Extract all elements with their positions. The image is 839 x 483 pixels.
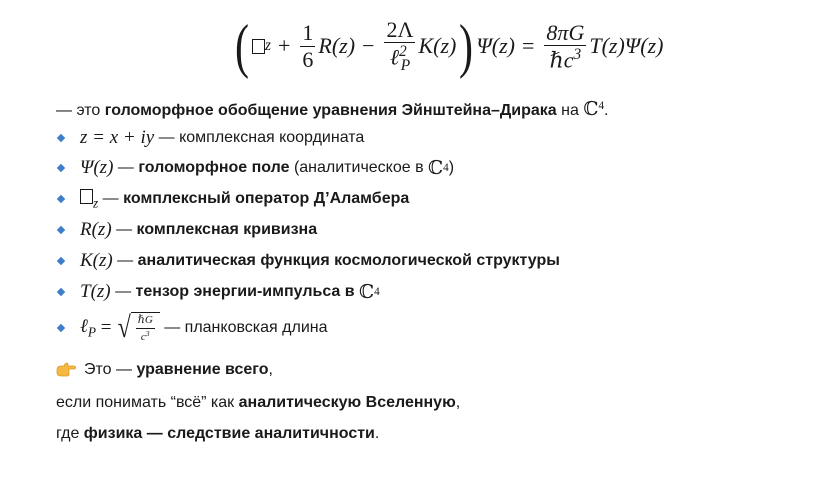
box-subscript: z: [264, 37, 271, 54]
curvature-term: R(z): [318, 33, 356, 58]
intro-line: — это голоморфное обобщение уравнения Эйнштейна–Дирака на ℂ$^4$.: [56, 99, 609, 121]
psi-term: Ψ(z): [476, 33, 515, 58]
bullet-diamond-icon: [57, 164, 65, 172]
list-item: K(z) — аналитическая функция космологической структуры: [58, 249, 560, 273]
right-paren: ): [459, 13, 474, 79]
footer-line-2: если понимать “всё” как аналитическую Вселенную,: [56, 394, 461, 411]
fraction-coupling: $\frac{8\pi G}{\hbar c^3}$: [546, 19, 585, 73]
left-paren: (: [234, 13, 249, 79]
dalembertian-symbol: [252, 39, 265, 54]
bullet-diamond-icon: [57, 257, 65, 265]
bullet-diamond-icon: [57, 226, 65, 234]
list-item: Ψ(z) — голоморфное поле (аналитическое в ℂ 4 ): [58, 156, 454, 180]
sqrt-expression: √ $\frac{\text{ℏG}}{c^3}$: [116, 312, 160, 343]
minus-sign: −: [362, 33, 375, 58]
main-equation: [232, 12, 663, 80]
plus-sign: +: [277, 33, 291, 58]
pointing-hand-icon: [56, 361, 76, 377]
footer-line-1: Это — уравнение всего,: [56, 360, 273, 380]
bullet-diamond-icon: [57, 134, 65, 142]
equals-sign: =: [522, 33, 535, 58]
rhs-term: T(z)Ψ(z): [589, 33, 664, 58]
k-term: K(z): [418, 33, 457, 58]
bullet-diamond-icon: [57, 288, 65, 296]
list-item: z = x + iy — комплексная координата: [58, 126, 364, 150]
bullet-diamond-icon: [57, 324, 65, 332]
bullet-diamond-icon: [57, 195, 65, 203]
dalembertian-symbol: [80, 189, 93, 204]
footer-line-3: где физика — следствие аналитичности.: [56, 425, 380, 442]
list-item: R(z) — комплексная кривизна: [58, 218, 317, 242]
fraction-lambda: $\frac{2\Lambda}{\ell^2_P}$: [386, 16, 414, 74]
fraction-one-sixth: $\frac{1}{6}$: [302, 20, 314, 72]
list-item: T(z) — тензор энергии-импульса в ℂ 4: [58, 280, 380, 304]
list-item: ℓ$_P$ = √ $\frac{\text{ℏG}}{c^3}$ — планковская длина: [58, 309, 328, 347]
list-item: $_z$ — комплексный оператор Д’Аламбера: [58, 187, 409, 211]
